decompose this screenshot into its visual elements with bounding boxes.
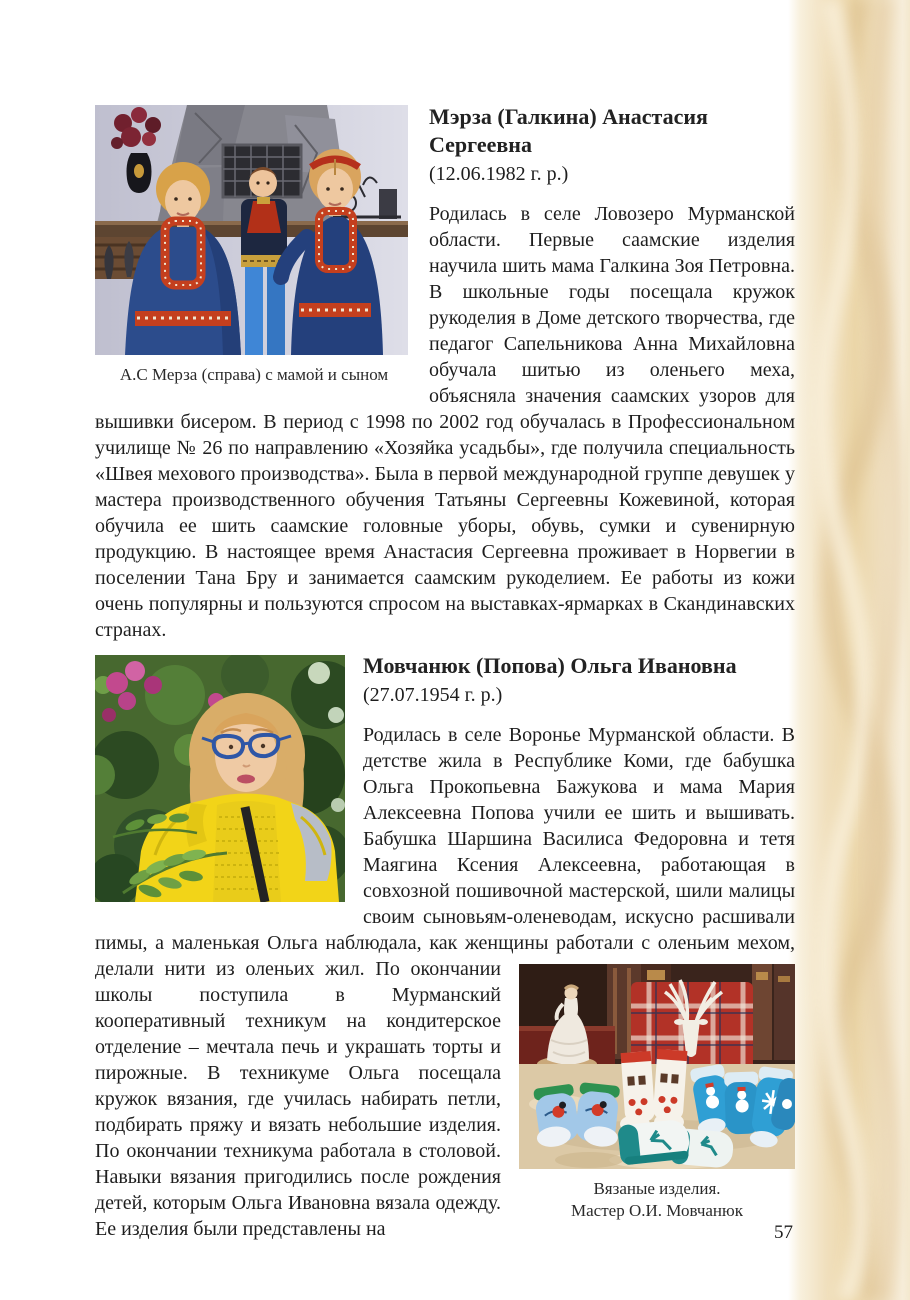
caption-line-1: Вязаные изделия.: [593, 1179, 721, 1198]
photo-merza-family-figure: [95, 105, 413, 386]
photo-movchanyuk-portrait: [95, 655, 345, 902]
photo-knitted-items-figure: [519, 964, 795, 1222]
section-title-movchanyuk: Мовчанюк (Попова) Ольга Ивановна: [363, 653, 737, 678]
decorative-parchment-band: [788, 0, 910, 1300]
biography-movchanyuk-part2: По окончании школы поступила в Мурманский кооперативный техникум на кондитерское отделение – мечтала печь и украшать торты и пирожные. В техникуме Ольга посещала кружок вязания, где училась набирать петли, подбирать пряжу и вязать небольшие изделия. По окончании техникума работала в столовой. Навыки вязания пригодились после рождения детей, которым Ольга Ивановна вязала одежду. Ее изделия были представлены на: [95, 958, 501, 1240]
birthdate-movchanyuk: (27.07.1954 г. р.): [363, 684, 503, 706]
birthdate-merza: (12.06.1982 г. р.): [429, 163, 569, 185]
biography-merza: Родилась в селе Ловозеро Мурманской области. Первые саамские изделия научила шить мама Галкина Зоя Петровна. В школьные годы посещала кружок рукоделия в Доме детского творчества, где педагог Сапельникова Анна Михайловна обучала шитью из оленьего меха, объясняла значения саамских узоров для вышивки бисером. В период с 1998 по 2002 год обучалась в Профессиональном училище № 26 по направлению «Хозяйка усадьбы», где получила специальность «Швея мехового производства». Была в первой международной группе девушек у мастера производственного обучения Татьяны Сергеевны Кожевиной, которая обучила ее шить саамские головные уборы, обувь, сумки и сувенирную продукцию. В настоящее время Анастасия Сергеевна проживает в Норвегии в поселении Тана Бру и занимается саамским рукоделием. Ее работы из кожи очень популярны и пользуются спросом на выставках-ярмарках в Скандинавских странах.: [95, 203, 795, 641]
knitted-items-photo-illustration: [519, 964, 795, 1169]
section-movchanyuk: [95, 652, 795, 1242]
photo-knitted-items: [519, 964, 795, 1169]
photo-merza-family: [95, 105, 408, 355]
section-title-merza: Мэрза (Галкина) Анастасия Сергеевна: [429, 104, 708, 157]
biography-movchanyuk-part1: Родилась в селе Воронье Мурманской области. В детстве жила в Республике Коми, где бабушка Ольга Прокопьевна Бажукова и мама Мария Алексеевна Попова учили ее шить и вышивать. Бабушка Шаршина Василиса Федоровна и тетя Маягина Ксения Алексеевна, работающая в совхозной пошивочной мастерской, шили малицы своим сыновьям-оленеводам, искусно расшивали пимы, а маленькая Ольга наблюдала, как женщины работали с оленьим мехом, делали нити из оленьих жил.: [95, 724, 795, 980]
photo-movchanyuk-portrait-figure: [95, 655, 345, 902]
parchment-waves: [788, 0, 910, 1300]
section-merza: [95, 103, 795, 643]
photo-caption-merza: А.С Мерза (справа) с мамой и сыном: [119, 365, 389, 384]
portrait-photo-illustration: [95, 655, 345, 902]
photo-caption-knitted-items: [519, 1169, 795, 1222]
page-number: 57: [774, 1222, 793, 1243]
family-photo-illustration: [95, 105, 408, 355]
caption-line-2: Мастер О.И. Мовчанюк: [571, 1201, 743, 1220]
